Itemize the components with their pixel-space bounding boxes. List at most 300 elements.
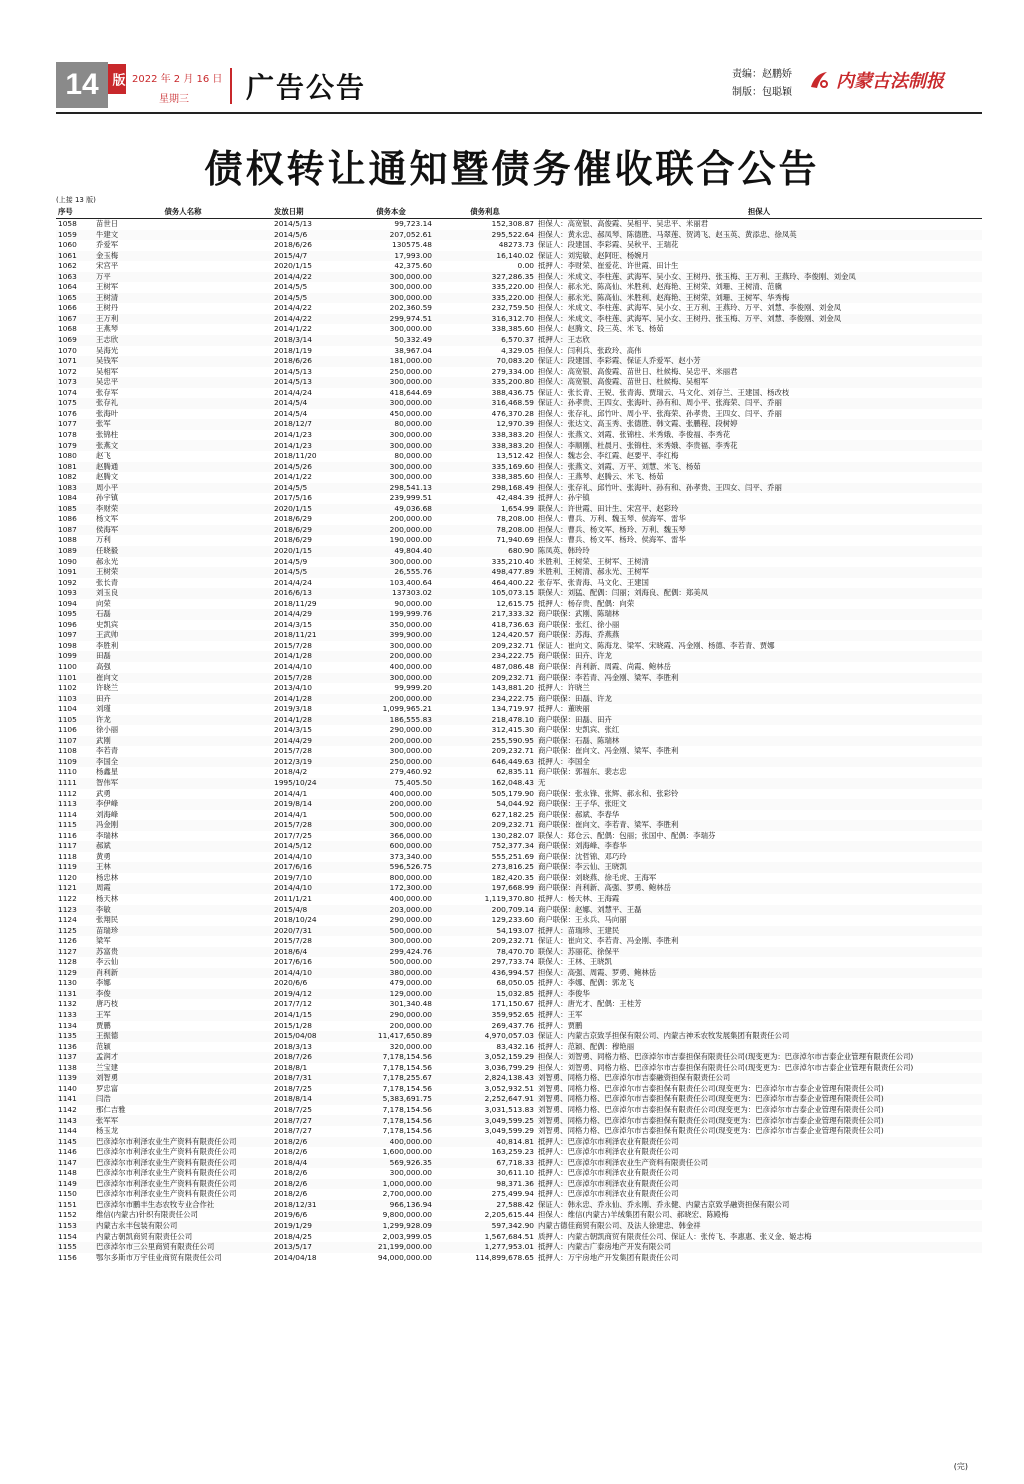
cell-debtor: 刘海峰: [96, 809, 119, 819]
cell-principal: 299,424.76: [348, 947, 434, 958]
cell-seq: 1060: [58, 240, 77, 250]
table-row: [56, 725, 982, 736]
table-row: [56, 1094, 982, 1105]
cell-debtor: 张海叶: [96, 408, 119, 418]
cell-guarantor: 米胜利、王树清、郝永光、王树军: [536, 567, 982, 578]
cell-date: 2017/5/16: [274, 493, 312, 503]
cell-interest: 338,383.20: [491, 429, 534, 439]
cell-seq: 1126: [58, 936, 77, 946]
cell-interest: 498,477.89: [434, 567, 536, 578]
cell-debtor: 刘瑾: [96, 704, 111, 714]
cell-guarantor: 保证人：张长青、王锐、张青海、贾瑞云、马文化、刘存兰、王建国、杨改枝: [538, 387, 790, 397]
cell-date: 2014/1/28: [272, 651, 348, 662]
cell-guarantor: 抵押人：巴彦淖尔市利泽农业生产资料有限责任公司: [536, 1158, 982, 1169]
table-row: [56, 767, 982, 778]
cell-debtor: 史凯宾: [96, 619, 119, 629]
cell-guarantor: 担保人：李顺刚、杜晨月、张锦柱、米秀娥、李贵福、李秀花: [536, 440, 982, 451]
cell-seq: 1145: [56, 1137, 94, 1148]
col-header-principal: 债务本金: [348, 206, 434, 219]
cell-seq: 1139: [56, 1073, 94, 1084]
cell-debtor: 刘智勇: [94, 1073, 272, 1084]
cell-seq: 1151: [56, 1200, 94, 1211]
cell-debtor: 石磊: [94, 609, 272, 620]
cell-guarantor: 抵押人：苗瑞珍、王建民: [536, 926, 982, 937]
cell-debtor: 孙宇镇: [96, 493, 119, 503]
cell-debtor: 贾鹏: [96, 1020, 111, 1030]
cell-guarantor: 抵押人：李国全: [536, 757, 982, 768]
cell-principal: 200,000.00: [348, 694, 434, 705]
table-row: [56, 630, 982, 641]
table-row: [56, 1052, 982, 1063]
cell-debtor: 张长青: [96, 577, 119, 587]
table-row: [56, 799, 982, 810]
cell-date: 2014/4/1: [274, 809, 308, 819]
table-row: [56, 557, 982, 568]
cell-principal: 299,974.51: [348, 314, 434, 325]
cell-debtor: 罗忠富: [96, 1083, 119, 1093]
cell-debtor: 巴彦淖尔市三公里商贸有限责任公司: [94, 1242, 272, 1253]
cell-seq: 1137: [56, 1052, 94, 1063]
table-row: [56, 683, 982, 694]
cell-principal: 9,800,000.00: [382, 1210, 432, 1220]
cell-interest: 3,031,513.83: [484, 1104, 534, 1114]
cell-seq: 1141: [56, 1094, 94, 1105]
cell-principal: 80,000.00: [348, 419, 434, 430]
cell-seq: 1102: [58, 683, 77, 693]
table-row: [56, 314, 982, 325]
cell-principal: 200,000.00: [348, 799, 434, 810]
cell-guarantor: 抵押人：杨天林、王海霞: [538, 894, 620, 904]
cell-guarantor: 抵押人：唐光才、配偶：王桂芳: [538, 999, 642, 1009]
cell-debtor: 肖利新: [94, 968, 272, 979]
cell-guarantor: 担保人：米成文、李柱莲、武海军、吴小女、王万利、王燕玲、万平、刘慧、李俊刚、刘金凤: [538, 303, 842, 313]
cell-interest: 16,140.02: [434, 251, 536, 262]
cell-interest: 335,220.00: [491, 282, 534, 292]
cell-seq: 1125: [56, 926, 94, 937]
table-row: [56, 514, 982, 525]
cell-date: 2014/4/1: [274, 788, 308, 798]
cell-principal: 300,000.00: [348, 440, 434, 451]
table-row: [56, 820, 982, 831]
table-row: [56, 303, 982, 314]
cell-seq: 1142: [58, 1104, 77, 1114]
cell-seq: 1082: [58, 472, 77, 482]
cell-principal: 500,000.00: [348, 926, 434, 937]
cell-interest: 68,050.05: [496, 978, 534, 988]
cell-debtor: 王树丹: [96, 303, 119, 313]
cell-seq: 1106: [58, 725, 77, 735]
cell-seq: 1103: [56, 694, 94, 705]
cell-date: 2018/4/2: [274, 767, 308, 777]
cell-interest: 3,036,799.29: [484, 1062, 534, 1072]
cell-interest: 680.90: [434, 546, 536, 557]
cell-date: 2018/10/24: [274, 915, 317, 925]
cell-interest: 476,370.28: [491, 408, 534, 418]
table-row: [56, 462, 982, 473]
table-row: [56, 219, 982, 230]
cell-interest: 597,342.90: [434, 1221, 536, 1232]
cell-debtor: 张存礼: [94, 398, 272, 409]
cell-interest: 171,150.67: [491, 999, 534, 1009]
cell-guarantor: 担保人：米成文、李柱莲、武海军、吴小女、王树丹、张玉梅、万平、刘慧、李俊刚、刘金凤: [536, 314, 982, 325]
cell-principal: 250,000.00: [389, 366, 432, 376]
cell-interest: 232,759.50: [491, 303, 534, 313]
cell-seq: 1123: [56, 905, 94, 916]
cell-guarantor: 联保人：郑仓云、配偶：包丽；张国中、配偶：李瑞芬: [538, 830, 716, 840]
cell-principal: 301,340.48: [389, 999, 432, 1009]
cell-interest: 2,824,138.43: [434, 1073, 536, 1084]
cell-seq: 1075: [56, 398, 94, 409]
cell-guarantor: 商户联保：张红、徐小丽: [538, 619, 620, 629]
table-row: [56, 430, 982, 441]
cell-seq: 1076: [58, 408, 77, 418]
cell-debtor: 赵腾通: [94, 462, 272, 473]
cell-debtor: 张翔民: [96, 915, 119, 925]
cell-debtor: 金玉梅: [94, 251, 272, 262]
cell-interest: 27,588.42: [434, 1200, 536, 1211]
cell-date: 2018/2/6: [274, 1168, 308, 1178]
cell-interest: 0.00: [517, 261, 534, 271]
cell-seq: 1084: [58, 493, 77, 503]
cell-seq: 1081: [56, 462, 94, 473]
cell-guarantor: 保证人：内蒙古京致孚担保有限公司、内蒙古神禾农牧发展集团有限责任公司: [536, 1031, 982, 1042]
cell-date: 2012/3/19: [272, 757, 348, 768]
table-row: [56, 1137, 982, 1148]
cell-date: 2015/4/8: [272, 905, 348, 916]
masthead-rule: [56, 112, 982, 114]
cell-seq: 1108: [58, 746, 77, 756]
cell-date: 2014/5/4: [272, 398, 348, 409]
cell-guarantor: 担保人：米成文、李柱莲、武海军、吴小女、王树丹、张玉梅、王万利、王燕玲、李俊刚、刘金凤: [536, 272, 982, 283]
cell-guarantor: 担保人：王燕琴、赵腾云、米飞、杨茹: [538, 472, 664, 482]
cell-debtor: 杨文军: [96, 514, 119, 524]
cell-date: 2018/7/25: [274, 1104, 312, 1114]
cell-guarantor: 刘智勇、同格力格、巴彦淖尔市吉泰融资担保有限责任公司: [536, 1073, 982, 1084]
cell-guarantor: 商户联保：刘海峰、李春华: [536, 841, 982, 852]
cell-date: 2018/6/29: [274, 535, 312, 545]
cell-guarantor: 商户联保：武刚、陈瑞林: [536, 609, 982, 620]
cell-debtor: 吴钱军: [94, 356, 272, 367]
cell-seq: 1098: [58, 640, 77, 650]
cell-date: 2020/1/15: [272, 546, 348, 557]
cell-debtor: 王树清: [94, 293, 272, 304]
cell-interest: 1,567,684.51: [484, 1231, 534, 1241]
table-row: [56, 377, 982, 388]
cell-date: 2014/4/10: [274, 661, 312, 671]
table-row: [56, 588, 982, 599]
cell-guarantor: 保证人：孙孝贵、王四女、张海叶、孙有和、周小平、张海荣、闫平、乔丽: [536, 398, 982, 409]
cell-debtor: 田卉: [94, 694, 272, 705]
cell-seq: 1073: [56, 377, 94, 388]
divider: [230, 68, 232, 104]
cell-debtor: 赵腾文: [96, 472, 119, 482]
table-row: [56, 388, 982, 399]
cell-debtor: 那仁吉雅: [96, 1104, 126, 1114]
table-row: [56, 736, 982, 747]
cell-debtor: 王军: [94, 1010, 272, 1021]
cell-principal: 596,526.75: [348, 862, 434, 873]
cell-seq: 1131: [56, 989, 94, 1000]
cell-interest: 316,312.70: [434, 314, 536, 325]
table-row: [56, 862, 982, 873]
cell-guarantor: 商户联保：沈哲锦、邓巧玲: [538, 851, 627, 861]
cell-principal: 7,178,154.56: [382, 1062, 432, 1072]
cell-date: 2018/7/31: [272, 1073, 348, 1084]
cell-date: 2011/1/21: [274, 894, 312, 904]
cell-seq: 1127: [56, 947, 94, 958]
cell-principal: 1,099,965.21: [382, 704, 432, 714]
cell-principal: 373,340.00: [389, 851, 432, 861]
cell-principal: 186,555.83: [348, 715, 434, 726]
table-row: [56, 440, 982, 451]
cell-seq: 1095: [56, 609, 94, 620]
cell-seq: 1150: [58, 1189, 77, 1199]
cell-date: 2018/6/26: [274, 240, 312, 250]
table-row: [56, 989, 982, 1000]
cell-debtor: 万平: [94, 272, 272, 283]
cell-seq: 1119: [56, 862, 94, 873]
cell-principal: 300,000.00: [389, 936, 432, 946]
cell-interest: 273,816.25: [434, 862, 536, 873]
table-row: [56, 978, 982, 989]
cell-debtor: 杨忠林: [96, 872, 119, 882]
cell-principal: 2,700,000.00: [382, 1189, 432, 1199]
cell-interest: 129,233.60: [491, 915, 534, 925]
cell-principal: 38,967.04: [394, 345, 432, 355]
cell-seq: 1067: [56, 314, 94, 325]
cell-date: 2014/4/22: [274, 303, 312, 313]
debt-table: [56, 206, 982, 1263]
cell-guarantor: 联保人：王林、王晓凯: [538, 957, 612, 967]
cell-principal: 17,993.00: [348, 251, 434, 262]
cell-guarantor: 担保人：曹兵、万利、魏玉琴、侯海军、雷华: [538, 514, 686, 524]
cell-interest: 487,086.48: [491, 661, 534, 671]
cell-guarantor: 担保人：闫利兵、张政玲、高伟: [538, 345, 642, 355]
cell-interest: 209,232.71: [491, 640, 534, 650]
cell-debtor: 田磊: [94, 651, 272, 662]
cell-principal: 300,000.00: [389, 746, 432, 756]
cell-date: 2014/5/5: [272, 293, 348, 304]
cell-guarantor: 商户联保：石磊、陈瑞林: [536, 736, 982, 747]
cell-debtor: 智伟军: [94, 778, 272, 789]
table-row: [56, 1031, 982, 1042]
table-row: [56, 1042, 982, 1053]
cell-principal: 500,000.00: [389, 809, 432, 819]
cell-principal: 300,000.00: [389, 556, 432, 566]
cell-interest: 62,835.11: [496, 767, 534, 777]
cell-debtor: 徐小丽: [96, 725, 119, 735]
cell-seq: 1153: [56, 1221, 94, 1232]
cell-guarantor: 张存军、张青海、马文化、王建国: [538, 577, 649, 587]
cell-principal: 450,000.00: [389, 408, 432, 418]
cell-principal: 207,052.61: [348, 230, 434, 241]
page-suffix: 版: [108, 64, 126, 94]
table-row: [56, 293, 982, 304]
table-row: [56, 251, 982, 262]
cell-guarantor: 质押人：内蒙古朝凯商贸有限责任公司、保证人：张传飞、李惠惠、张义金、姬志梅: [538, 1231, 812, 1241]
cell-debtor: 李伊峰: [94, 799, 272, 810]
cell-principal: 350,000.00: [389, 619, 432, 629]
table-row: [56, 398, 982, 409]
cell-debtor: 李财荣: [94, 504, 272, 515]
table-row: [56, 525, 982, 536]
cell-interest: 269,437.76: [491, 1020, 534, 1030]
cell-interest: 279,334.00: [491, 366, 534, 376]
cell-guarantor: 担保人：维信(内蒙古)羊绒集团有限公司、郝晓宏、陈殿梅: [538, 1210, 729, 1220]
cell-guarantor: 陈凤英、韩玲玲: [536, 546, 982, 557]
cell-debtor: 武勇: [96, 788, 111, 798]
cell-date: 2014/04/18: [274, 1252, 317, 1262]
cell-principal: 130575.48: [392, 240, 432, 250]
cell-seq: 1093: [56, 588, 94, 599]
cell-interest: 78,208.00: [496, 514, 534, 524]
cell-principal: 7,178,154.56: [348, 1115, 434, 1126]
cell-principal: 300,000.00: [348, 377, 434, 388]
cell-seq: 1105: [56, 715, 94, 726]
cell-date: 2018/2/6: [272, 1137, 348, 1148]
cell-debtor: 维信(内蒙古)针织有限责任公司: [96, 1210, 198, 1220]
table-row: [56, 999, 982, 1010]
cell-seq: 1059: [56, 230, 94, 241]
cell-principal: 300,000.00: [348, 398, 434, 409]
cell-date: 2014/5/13: [274, 366, 312, 376]
cell-date: 1995/10/24: [272, 778, 348, 789]
cell-principal: 300,000.00: [389, 429, 432, 439]
cell-interest: 327,286.35: [434, 272, 536, 283]
cell-principal: 137303.02: [348, 588, 434, 599]
cell-debtor: 郝斌: [94, 841, 272, 852]
cell-debtor: 黄勇: [96, 851, 111, 861]
cell-debtor: 杨天林: [96, 894, 119, 904]
section-title: 广告公告: [246, 71, 367, 104]
cell-date: 2014/4/10: [272, 968, 348, 979]
cell-guarantor: 商户联保：苏海、乔燕燕: [536, 630, 982, 641]
cell-principal: 94,000,000.00: [377, 1252, 432, 1262]
table-row: [56, 367, 982, 378]
cell-date: 2018/2/6: [272, 1179, 348, 1190]
cell-date: 2014/5/5: [272, 567, 348, 578]
cell-guarantor: 担保人：郝永光、陈高仙、米胜利、赵海艳、王树荣、刘珊、王树军、华秀梅: [536, 293, 982, 304]
cell-guarantor: 商户联保：李云仙、王晓凯: [536, 862, 982, 873]
cell-date: 2018/3/14: [272, 335, 348, 346]
cell-interest: 54,193.07: [434, 926, 536, 937]
cell-date: 2014/1/15: [272, 1010, 348, 1021]
cell-guarantor: 担保人：曹兵、杨文军、杨玲、侯海军、雷华: [538, 535, 686, 545]
cell-guarantor: 商户联保：崔向文、冯金刚、梁军、李胜利: [538, 746, 679, 756]
cell-guarantor: 担保人：刘智勇、同格力格、巴彦淖尔市吉泰担保有限责任公司(现变更为：巴彦淖尔市吉泰企业管理有限责任公司): [538, 1062, 914, 1072]
cell-seq: 1079: [56, 440, 94, 451]
cell-date: 2018/6/26: [272, 356, 348, 367]
cell-seq: 1152: [58, 1210, 77, 1220]
cell-seq: 1083: [56, 483, 94, 494]
table-row: [56, 1105, 982, 1116]
table-row: [56, 609, 982, 620]
cell-seq: 1128: [58, 957, 77, 967]
table-row: [56, 546, 982, 557]
cell-date: 2014/1/23: [272, 440, 348, 451]
cell-seq: 1113: [56, 799, 94, 810]
table-row: [56, 1021, 982, 1032]
newspaper-logo: [808, 66, 984, 94]
cell-guarantor: 联保人：许世霞、田计生、宋宫平、赵彩玲: [536, 504, 982, 515]
cell-guarantor: 担保人：赵腾文、段三英、米飞、杨茹: [538, 324, 664, 334]
cell-principal: 7,178,255.67: [348, 1073, 434, 1084]
cell-date: 2018/6/29: [274, 514, 312, 524]
cell-guarantor: 商户联保：田磊、田卉: [536, 715, 982, 726]
cell-principal: 49,036.68: [348, 504, 434, 515]
cell-principal: 99,999.20: [394, 683, 432, 693]
table-row: [56, 282, 982, 293]
cell-date: 2013/5/17: [272, 1242, 348, 1253]
issue-date: 2022 年 2 月 16 日: [132, 74, 223, 85]
cell-guarantor: 刘智勇、同格力格、巴彦淖尔市吉泰担保有限责任公司(现变更为：巴彦淖尔市吉泰企业管理有限责任公司): [536, 1115, 982, 1126]
cell-seq: 1063: [56, 272, 94, 283]
cell-seq: 1121: [56, 883, 94, 894]
cell-interest: 124,420.57: [434, 630, 536, 641]
cell-debtor: 杨鑫星: [96, 767, 119, 777]
cell-principal: 300,000.00: [348, 820, 434, 831]
cell-debtor: 内蒙古朝凯商贸有限责任公司: [96, 1231, 193, 1241]
cell-principal: 300,000.00: [389, 282, 432, 292]
cell-principal: 479,000.00: [389, 978, 432, 988]
table-row: [56, 778, 982, 789]
cell-guarantor: 抵押人：贾鹏: [538, 1020, 583, 1030]
cell-interest: 2,252,647.91: [434, 1094, 536, 1105]
cell-guarantor: 担保人：刘智勇、同格力格、巴彦淖尔市吉泰担保有限责任公司(现变更为：巴彦淖尔市吉泰企业管理有限责任公司): [536, 1052, 982, 1063]
cell-interest: 200,709.14: [434, 905, 536, 916]
cell-seq: 1144: [58, 1126, 77, 1136]
cell-principal: 400,000.00: [389, 894, 432, 904]
table-header-row: [56, 206, 982, 219]
cell-guarantor: 刘智勇、同格力格、巴彦淖尔市吉泰担保有限责任公司(现变更为：巴彦淖尔市吉泰企业管理有限责任公司): [536, 1094, 982, 1105]
cell-interest: 209,232.71: [491, 936, 534, 946]
cell-debtor: 高强: [96, 661, 111, 671]
table-row: [56, 535, 982, 546]
cell-principal: 500,000.00: [389, 957, 432, 967]
cell-interest: 13,512.42: [496, 451, 534, 461]
cell-principal: 200,000.00: [389, 514, 432, 524]
cell-principal: 300,000.00: [348, 272, 434, 283]
cell-guarantor: 担保人：张燕文、刘霞、张锦柱、米秀娥、李俊福、李秀花: [538, 429, 731, 439]
cell-date: 2014/4/10: [272, 883, 348, 894]
cell-date: 2014/4/22: [272, 272, 348, 283]
cell-date: 2015/7/28: [274, 936, 312, 946]
cell-debtor: 向荣: [96, 598, 111, 608]
cell-debtor: 张锦柱: [96, 429, 119, 439]
brand-name: 内蒙古法制报: [836, 71, 944, 92]
table-row: [56, 1253, 982, 1264]
table-row: [56, 419, 982, 430]
cell-seq: 1058: [58, 219, 77, 229]
cell-guarantor: 抵押人：巴彦淖尔市利泽农业有限责任公司: [538, 1147, 679, 1157]
cell-principal: 7,178,154.56: [348, 1052, 434, 1063]
cell-guarantor: 担保人：魏志会、李红霞、赵要平、李红梅: [538, 451, 679, 461]
cell-date: 2018/4/25: [274, 1231, 312, 1241]
cell-guarantor: 米胜利、王树荣、王树军、王树清: [538, 556, 649, 566]
cell-interest: 197,668.99: [434, 883, 536, 894]
cell-debtor: 李云仙: [96, 957, 119, 967]
table-row: [56, 873, 982, 884]
table-row: [56, 240, 982, 251]
cell-date: 2018/12/31: [272, 1200, 348, 1211]
cell-seq: 1070: [58, 345, 77, 355]
cell-interest: 67,718.33: [434, 1158, 536, 1169]
table-row: [56, 346, 982, 357]
cell-principal: 11,417,650.89: [348, 1031, 434, 1042]
cell-debtor: 杨玉龙: [96, 1126, 119, 1136]
cell-principal: 290,000.00: [348, 1010, 434, 1021]
cell-date: 2014/1/22: [274, 324, 312, 334]
